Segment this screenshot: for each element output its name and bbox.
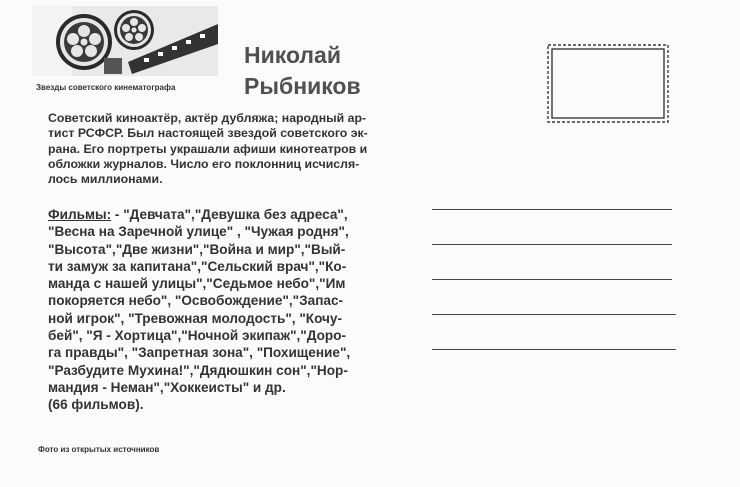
films-line: "Высота","Две жизни","Война и мир","Вый- — [48, 241, 346, 257]
films-first-line: - "Девчата","Девушка без адреса", — [111, 207, 348, 222]
stamp-box-icon — [545, 42, 671, 125]
film-reel-logo-icon — [32, 6, 218, 76]
address-line — [432, 244, 672, 245]
films-label: Фильмы: — [48, 207, 112, 222]
actor-first-name: Николай — [244, 42, 341, 68]
films-line: "Весна на Заречной улице" , "Чужая родня", — [48, 224, 349, 240]
bio-line: тист РСФСР. Был настоящей звездой советского эк- — [48, 126, 368, 141]
actor-last-name: Рыбников — [244, 73, 361, 99]
films-line: (66 фильмов). — [48, 397, 144, 413]
address-line — [432, 279, 672, 280]
films-line — [48, 206, 398, 223]
bio-line: Советский киноактёр, актёр дубляжа; народный ар- — [48, 111, 367, 125]
films-line: га правды", "Запретная зона", "Похищение", — [48, 345, 351, 361]
films-line: ти замуж за капитана","Сельский врач","Ко- — [48, 258, 347, 274]
bio-line: рана. Его портреты украшали афиши кинотеатров и — [48, 141, 368, 156]
biography — [48, 111, 393, 187]
photo-credit: Фото из открытых источников — [38, 445, 160, 454]
address-line — [432, 209, 672, 210]
filmography — [48, 206, 398, 414]
films-line: ной игрок", "Тревожная молодость", "Кочу- — [48, 310, 343, 326]
films-line: манда с нашей улицы","Седьмое небо","Им — [48, 276, 346, 292]
bio-line: лось миллионами. — [48, 172, 163, 187]
address-line — [432, 349, 676, 350]
series-caption: Звезды советского кинематографа — [36, 83, 176, 92]
films-line: мандия - Неман","Хоккеисты" и др. — [48, 379, 286, 395]
films-line: "Разбудите Мухина!","Дядюшкин сон","Нор- — [48, 362, 348, 378]
films-line: бей", "Я - Хортица","Ночной экипаж","Доро- — [48, 328, 347, 344]
bio-line: обложки журналов. Число его поклонниц исчисля- — [48, 156, 360, 171]
page-title — [244, 40, 361, 102]
films-line: покоряется небо", "Освобождение","Запас- — [48, 293, 344, 309]
address-line — [432, 314, 676, 315]
